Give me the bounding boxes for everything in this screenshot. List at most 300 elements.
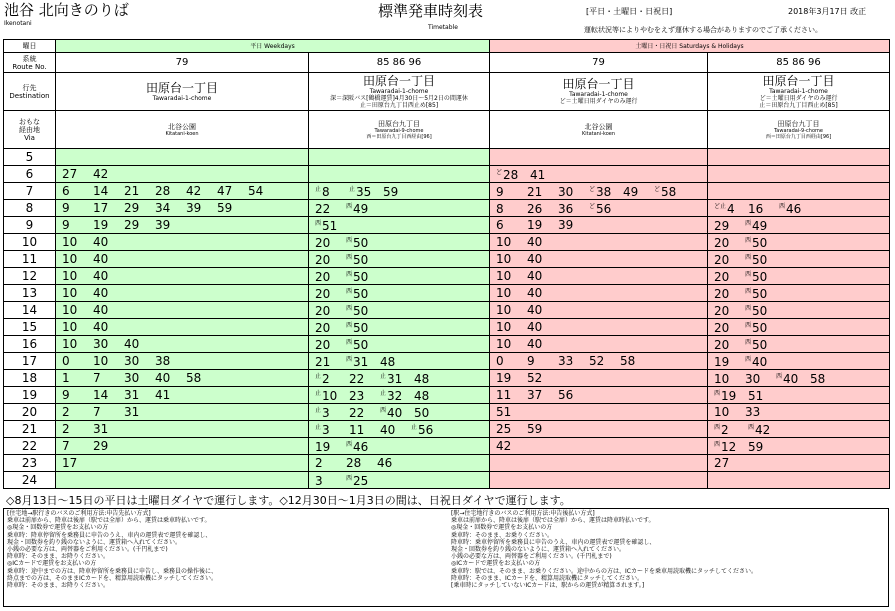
minute-value: 20 — [714, 286, 730, 301]
departure-minute — [714, 287, 745, 301]
departure-minute — [315, 184, 349, 199]
departure-minute — [62, 439, 93, 453]
departure-cell — [490, 285, 708, 302]
minute-value: 58 — [661, 184, 677, 199]
minute-value: 20 — [714, 235, 730, 250]
departure-cell — [708, 251, 890, 268]
route-number: 85 86 96 — [309, 53, 490, 73]
minute-value: 19 — [527, 218, 543, 232]
minute-value: 10 — [62, 320, 78, 334]
minute-value: 31 — [387, 371, 403, 386]
route-mark: 西 — [745, 253, 752, 261]
departure-minute — [62, 405, 93, 419]
instruction-line: 乗車は前扉から、降車は後扉（駅では全扉）から、運賃は乗車時払いです。 — [7, 517, 211, 525]
departure-minute — [93, 354, 124, 368]
departure-minute — [714, 304, 745, 318]
departure-minute — [810, 372, 841, 386]
minute-value: 49 — [623, 184, 639, 199]
minute-value: 10 — [322, 388, 338, 403]
hour-row — [4, 251, 890, 268]
destination-roman: Tawaradai-1-chome — [152, 94, 212, 102]
departure-cell — [56, 319, 309, 336]
minute-value: 30 — [93, 337, 109, 351]
departure-minute — [93, 320, 124, 334]
departure-minute — [527, 185, 558, 199]
departure-minute — [217, 184, 248, 198]
page-subtitle: Timetable — [428, 24, 458, 31]
departure-cell — [309, 336, 490, 353]
minute-value: 6 — [62, 184, 70, 198]
departure-cell — [490, 166, 708, 183]
departure-minute — [124, 405, 155, 419]
departure-cell — [56, 251, 309, 268]
instruction-line: ◎ICカードで運賃をお支払いの方 — [451, 560, 541, 568]
minute-value: 20 — [714, 337, 730, 352]
departure-minute — [315, 440, 346, 454]
departure-minute — [496, 371, 527, 385]
hour-label: 22 — [4, 438, 56, 455]
minute-value: 40 — [752, 354, 768, 369]
fare-instructions-from-station — [451, 510, 881, 589]
departure-minute — [558, 202, 589, 216]
route-mark: 止 — [315, 406, 322, 414]
destination-cell — [309, 73, 490, 111]
minute-value: 48 — [414, 371, 430, 386]
hour-label: 10 — [4, 234, 56, 251]
route-mark: 西 — [346, 202, 353, 210]
minute-value: 50 — [353, 252, 369, 267]
minute-value: 50 — [752, 252, 768, 267]
departure-cell — [490, 421, 708, 438]
minute-value: 9 — [62, 218, 70, 232]
route-mark: 西 — [346, 304, 353, 312]
departure-cell — [490, 336, 708, 353]
hour-label: 6 — [4, 166, 56, 183]
minute-value: 58 — [620, 354, 636, 368]
departure-minute — [496, 235, 527, 249]
minute-value: 29 — [124, 218, 140, 232]
departure-cell — [490, 455, 708, 472]
via-note: 西＝田原台九丁目西経由[96] — [366, 133, 432, 140]
hour-row — [4, 438, 890, 455]
via-stop-name: 田原台九丁目 — [777, 119, 820, 128]
departure-cell — [708, 319, 890, 336]
fare-instructions-to-station — [7, 510, 437, 589]
departure-minute — [93, 184, 124, 198]
departure-minute — [414, 406, 445, 420]
hour-label: 18 — [4, 370, 56, 387]
departure-minute — [623, 185, 654, 199]
minute-value: 21 — [315, 354, 331, 369]
route-number: 79 — [490, 53, 708, 73]
departure-minute — [315, 253, 346, 267]
minute-value: 35 — [356, 184, 372, 199]
departure-minute — [714, 236, 745, 250]
departure-minute — [93, 252, 124, 266]
departure-minute — [315, 304, 346, 318]
departure-minute — [62, 269, 93, 283]
departure-cell — [708, 455, 890, 472]
via-stop-roman: Kitatani-koen — [581, 130, 616, 137]
departure-minute — [346, 456, 377, 470]
minute-value: 50 — [353, 235, 369, 250]
minute-value: 10 — [496, 286, 512, 300]
departure-minute — [346, 337, 380, 352]
departure-minute — [496, 337, 527, 351]
instruction-line: [住宅地→駅行きのバスのご利用方法:申告先払い方式] — [7, 510, 151, 517]
minute-value: 42 — [186, 184, 202, 198]
departure-minute — [745, 372, 776, 386]
hour-label: 21 — [4, 421, 56, 438]
departure-cell — [490, 387, 708, 404]
departure-minute — [315, 202, 346, 216]
revision-date: 2018年3月17日 改正 — [788, 7, 867, 16]
minute-value: 25 — [496, 422, 512, 436]
departure-cell — [309, 251, 490, 268]
departure-cell — [490, 319, 708, 336]
route-mark: 西 — [745, 236, 752, 244]
route-mark: 止 — [315, 389, 322, 397]
minute-value: 10 — [714, 405, 730, 419]
departure-minute — [527, 388, 558, 402]
minute-value: 21 — [124, 184, 140, 198]
departure-minute — [714, 201, 748, 216]
minute-value: 10 — [714, 371, 730, 386]
timetable — [3, 39, 890, 489]
minute-value: 11 — [496, 388, 512, 402]
departure-minute — [527, 337, 558, 351]
departure-minute — [93, 235, 124, 249]
departure-minute — [62, 320, 93, 334]
departure-minute — [414, 389, 445, 403]
departure-cell — [309, 234, 490, 251]
departure-minute — [124, 354, 155, 368]
minute-value: 40 — [93, 286, 109, 300]
departure-cell — [309, 404, 490, 421]
departure-minute — [124, 388, 155, 402]
minute-value: 6 — [496, 218, 504, 232]
departure-minute — [745, 405, 776, 419]
route-mark: 西 — [776, 372, 783, 380]
destination-roman: Tawaradai-1-chome — [569, 91, 628, 98]
departure-cell — [708, 370, 890, 387]
departure-minute — [745, 252, 779, 267]
departure-cell — [56, 353, 309, 370]
departure-minute — [527, 286, 558, 300]
departure-minute — [346, 235, 380, 250]
departure-minute — [124, 201, 155, 215]
departure-minute — [496, 218, 527, 232]
minute-value: 2 — [62, 405, 70, 419]
minute-value: 9 — [527, 354, 535, 368]
departure-minute — [714, 270, 745, 284]
hour-label: 15 — [4, 319, 56, 336]
minute-value: 50 — [353, 320, 369, 335]
departure-minute — [527, 269, 558, 283]
hour-row — [4, 285, 890, 302]
route-mark: ど — [496, 168, 503, 176]
minute-value: 50 — [752, 286, 768, 301]
minute-value: 10 — [496, 235, 512, 249]
minute-value: 22 — [349, 405, 365, 420]
departure-cell — [708, 268, 890, 285]
via-note: 西＝田原台九丁目西経由[96] — [765, 133, 832, 140]
minute-value: 20 — [315, 252, 331, 267]
hour-row — [4, 268, 890, 285]
minute-value: 20 — [714, 269, 730, 284]
departure-cell — [56, 302, 309, 319]
departure-cell — [490, 251, 708, 268]
departure-minute — [155, 354, 186, 368]
departure-minute — [346, 473, 380, 488]
minute-value: 46 — [786, 201, 802, 216]
minute-value: 37 — [527, 388, 543, 402]
departure-minute — [776, 371, 810, 386]
minute-value: 42 — [93, 167, 109, 181]
departure-cell — [708, 149, 890, 166]
minute-value: 46 — [377, 456, 393, 470]
departure-cell — [490, 200, 708, 217]
departure-cell — [708, 387, 890, 404]
instruction-line: [駅→住宅地行きのバスのご利用方法:申告後払い方式] — [451, 510, 595, 517]
route-mark: ど — [589, 185, 596, 193]
departure-minute — [496, 185, 527, 199]
departure-minute — [93, 303, 124, 317]
route-mark: 西 — [779, 202, 786, 210]
departure-cell — [309, 370, 490, 387]
departure-minute — [527, 303, 558, 317]
holiday-header: 土曜日・日祝日 Saturdays & Holidays — [490, 40, 890, 53]
departure-minute — [496, 202, 527, 216]
via-stop-roman: Tawaradai-9-chome — [374, 127, 424, 134]
destination-note: ど＝土曜日用ダイヤのみ運行 — [559, 98, 638, 105]
departure-cell — [56, 200, 309, 217]
departure-minute — [155, 218, 186, 232]
departure-cell — [56, 285, 309, 302]
destination-name: 田原台一丁目 — [762, 73, 835, 88]
minute-value: 19 — [714, 354, 730, 369]
departure-cell — [708, 234, 890, 251]
departure-minute — [745, 303, 779, 318]
departure-cell — [708, 302, 890, 319]
departure-minute — [349, 406, 380, 420]
departure-cell — [490, 438, 708, 455]
instruction-line: 降車時：そのまま、お降りください。 — [7, 553, 110, 561]
departure-cell — [490, 217, 708, 234]
destination-roman: Tawaradai-1-chome — [369, 87, 429, 95]
route-mark: 西 — [745, 287, 752, 295]
minute-value: 48 — [380, 354, 396, 369]
departure-minute — [589, 354, 620, 368]
minute-value: 20 — [315, 303, 331, 318]
departure-minute — [714, 321, 745, 335]
minute-value: 40 — [783, 371, 799, 386]
departure-minute — [620, 354, 651, 368]
hour-label: 20 — [4, 404, 56, 421]
departure-cell — [309, 455, 490, 472]
departure-minute — [714, 439, 748, 454]
minute-value: 10 — [496, 337, 512, 351]
departure-minute — [745, 354, 779, 369]
minute-value: 40 — [380, 422, 396, 437]
departure-cell — [490, 302, 708, 319]
departure-minute — [748, 422, 782, 437]
minute-value: 0 — [62, 354, 70, 368]
departure-minute — [558, 185, 589, 199]
departure-minute — [315, 422, 349, 437]
via-stop-name: 田原台九丁目 — [378, 119, 420, 128]
departure-minute — [155, 184, 186, 198]
minute-value: 3 — [322, 405, 330, 420]
departure-minute — [93, 269, 124, 283]
route-mark: 止 — [315, 185, 322, 193]
route-mark: 西 — [315, 219, 322, 227]
departure-minute — [527, 320, 558, 334]
hour-row — [4, 353, 890, 370]
departure-cell — [708, 183, 890, 200]
departure-minute — [496, 252, 527, 266]
route-mark: 止 — [380, 389, 387, 397]
minute-value: 38 — [155, 354, 171, 368]
route-mark: 西 — [748, 423, 755, 431]
instruction-line: ◎現金・回数券で運賃をお支払いの方 — [7, 524, 109, 532]
departure-cell — [309, 472, 490, 489]
departure-minute — [496, 167, 530, 182]
hour-label: 12 — [4, 268, 56, 285]
departure-minute — [346, 252, 380, 267]
route-mark: ど — [654, 185, 661, 193]
minute-value: 2 — [315, 456, 323, 470]
day-label: 曜日 — [4, 40, 56, 53]
route-number: 79 — [56, 53, 309, 73]
departure-cell — [490, 234, 708, 251]
departure-minute — [346, 320, 380, 335]
hour-row — [4, 370, 890, 387]
minute-value: 50 — [752, 269, 768, 284]
destination-name: 田原台一丁目 — [145, 80, 218, 95]
service-notice: 運転状況等によりやむをえず運休する場合がありますのでご了承ください。 — [584, 26, 822, 34]
departure-cell — [309, 319, 490, 336]
departure-minute — [714, 372, 745, 386]
minute-value: 23 — [349, 388, 365, 403]
minute-value: 40 — [527, 235, 543, 249]
minute-value: 50 — [752, 337, 768, 352]
route-number: 85 86 96 — [708, 53, 890, 73]
departure-cell — [708, 421, 890, 438]
minute-value: 20 — [315, 320, 331, 335]
via-cell — [309, 111, 490, 149]
route-mark: 西 — [346, 287, 353, 295]
minute-value: 19 — [721, 388, 737, 403]
departure-minute — [93, 337, 124, 351]
departure-cell — [490, 353, 708, 370]
minute-value: 14 — [93, 388, 109, 402]
departure-minute — [527, 235, 558, 249]
minute-value: 30 — [124, 354, 140, 368]
departure-cell — [309, 387, 490, 404]
departure-minute — [217, 201, 248, 215]
minute-value: 27 — [62, 167, 78, 181]
departure-cell — [490, 404, 708, 421]
departure-minute — [589, 201, 623, 216]
minute-value: 30 — [558, 184, 574, 199]
departure-minute — [62, 371, 93, 385]
departure-minute — [93, 201, 124, 215]
departure-minute — [496, 439, 527, 453]
weekday-header: 平日 Weekdays — [56, 40, 490, 53]
departure-minute — [654, 184, 688, 199]
departure-minute — [714, 388, 748, 403]
minute-value: 8 — [496, 201, 504, 216]
minute-value: 19 — [496, 371, 512, 385]
departure-cell — [56, 404, 309, 421]
minute-value: 3 — [322, 422, 330, 437]
timetable-header — [0, 0, 895, 40]
hour-row — [4, 319, 890, 336]
departure-cell — [56, 183, 309, 200]
departure-minute — [315, 456, 346, 470]
minute-value: 40 — [527, 286, 543, 300]
departure-minute — [62, 252, 93, 266]
minute-value: 40 — [93, 320, 109, 334]
minute-value: 10 — [62, 303, 78, 317]
destination-name: 田原台一丁目 — [562, 77, 635, 91]
departure-minute — [558, 218, 589, 232]
departure-minute — [380, 388, 414, 403]
holiday-operation-note: ◇8月13日～15日の平日は土曜日ダイヤで運行します。◇12月30日～1月3日の間は、日祝日ダイヤで運行します。 — [6, 494, 571, 507]
departure-minute — [62, 303, 93, 317]
departure-cell — [708, 285, 890, 302]
minute-value: 9 — [62, 388, 70, 402]
instruction-line: [乗車時にタッチしていないICカードは、駅からの運賃が精算されます。] — [451, 582, 645, 590]
route-mark: 西 — [346, 321, 353, 329]
via-cell — [56, 111, 309, 149]
departure-minute — [93, 405, 124, 419]
departure-minute — [714, 253, 745, 267]
minute-value: 20 — [714, 320, 730, 335]
route-mark: 止 — [411, 423, 418, 431]
hour-label: 17 — [4, 353, 56, 370]
departure-minute — [589, 184, 623, 199]
hour-row — [4, 472, 890, 489]
departure-cell — [708, 353, 890, 370]
departure-minute — [248, 184, 279, 198]
hour-row — [4, 200, 890, 217]
minute-value: 40 — [527, 269, 543, 283]
route-mark: 止 — [315, 423, 322, 431]
minute-value: 59 — [217, 201, 233, 215]
minute-value: 10 — [62, 337, 78, 351]
minute-value: 0 — [496, 354, 504, 368]
minute-value: 28 — [346, 456, 362, 470]
departure-cell — [56, 149, 309, 166]
departure-cell — [56, 421, 309, 438]
departure-minute — [186, 371, 217, 385]
route-mark: 西 — [745, 219, 752, 227]
departure-minute — [346, 201, 380, 216]
minute-value: 40 — [93, 252, 109, 266]
minute-value: 56 — [418, 422, 434, 437]
departure-minute — [124, 184, 155, 198]
instruction-line: 現金・回数券を釣り銭のないように、運賃箱へ入れてください。 — [451, 546, 626, 554]
route-mark: 西 — [714, 423, 721, 431]
minute-value: 51 — [322, 218, 338, 233]
minute-value: 31 — [124, 405, 140, 419]
minute-value: 52 — [527, 371, 543, 385]
route-mark: 西 — [714, 440, 721, 448]
via-cell — [490, 111, 708, 149]
minute-value: 28 — [503, 167, 519, 182]
